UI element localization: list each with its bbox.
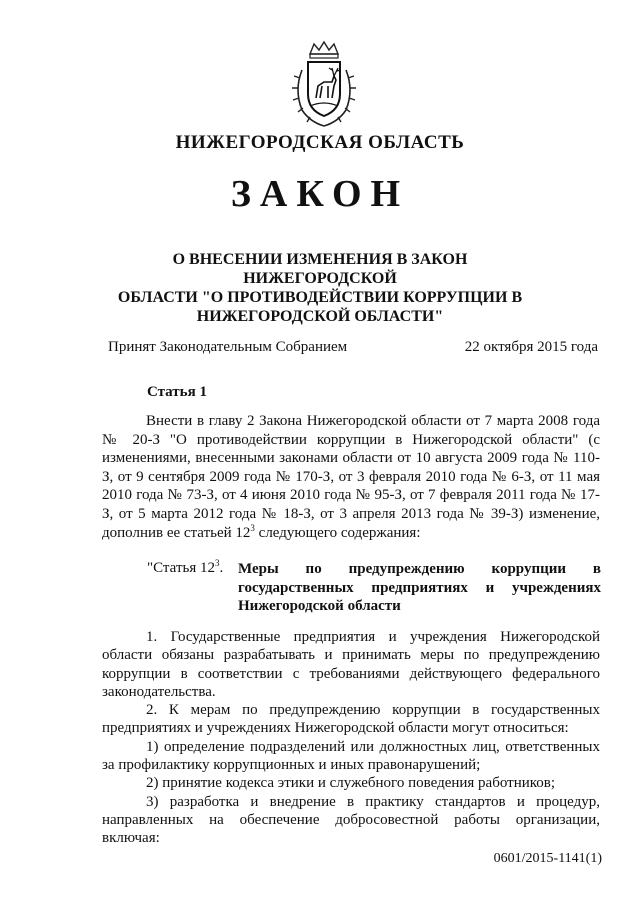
coat-of-arms-icon bbox=[288, 40, 360, 130]
new-article-label-sup: 3 bbox=[214, 558, 220, 568]
list-item: 1. Государственные предприятия и учреждения Нижегородской области обязаны разрабатывать и принимать меры по предупреждению коррупции в соответствии с требованиями действующего федерального законодательства. bbox=[102, 629, 600, 700]
new-article-label-text: "Статья 12 bbox=[147, 560, 215, 576]
new-article-label-end: . bbox=[219, 560, 224, 576]
new-article-label bbox=[147, 560, 223, 577]
article-text-end: следующего содержания: bbox=[258, 524, 421, 541]
law-subject-line: О ВНЕСЕНИИ ИЗМЕНЕНИЯ В ЗАКОН НИЖЕГОРОДСКОЙ bbox=[172, 251, 468, 287]
list-item: 2) принятие кодекса этики и служебного поведения работников; bbox=[146, 775, 556, 792]
law-subject bbox=[100, 250, 540, 326]
list-item: 1) определение подразделений или должностных лиц, ответственных за профилактику коррупционных и иных правонарушений; bbox=[102, 738, 600, 774]
document-type: ЗАКОН bbox=[230, 173, 410, 215]
law-subject-line: ОБЛАСТИ "О ПРОТИВОДЕЙСТВИИ КОРРУПЦИИ В bbox=[117, 289, 523, 306]
document-code: 0601/2015-1141(1) bbox=[493, 851, 602, 866]
list-item: 2. К мерам по предупреждению коррупции в государственных предприятиях и учреждениях Нижегородской области могут относиться: bbox=[102, 702, 600, 737]
law-subject-line: НИЖЕГОРОДСКОЙ ОБЛАСТИ" bbox=[196, 308, 444, 325]
adoption-date: 22 октября 2015 года bbox=[464, 339, 598, 355]
article-sup: 3 bbox=[250, 522, 255, 533]
article-items bbox=[102, 628, 600, 848]
list-item: 3) разработка и внедрение в практику стандартов и процедур, направленных на обеспечение добросовестной работы организации, включая: bbox=[102, 793, 600, 847]
article-body bbox=[102, 412, 600, 542]
new-article-title: Меры по предупреждению коррупции в государственных предприятиях и учреждениях Нижегородской области bbox=[238, 561, 601, 615]
region-title: НИЖЕГОРОДСКАЯ ОБЛАСТЬ bbox=[175, 132, 465, 153]
article-heading: Статья 1 bbox=[147, 384, 207, 400]
article-text: Внести в главу 2 Закона Нижегородской области от 7 марта 2008 года № 20-З "О противодействии коррупции в Нижегородской области" (с изменениями, внесенными законами области от 10 августа 2009 года № 110-З, от 9 сентября 2009 года № 170-З, от 3 февраля 2010 года № 6-З, от 11 мая 2010 года № 73-З, от 4 июня 2010 года № 95-З, от 7 февраля 2011 года № 17-З, от 5 марта 2012 года № 18-З, от 3 апреля 2013 года № 39-З) изменение, дополнив ее статьей 12 bbox=[102, 413, 600, 541]
adopted-by: Принят Законодательным Собранием bbox=[108, 339, 348, 355]
